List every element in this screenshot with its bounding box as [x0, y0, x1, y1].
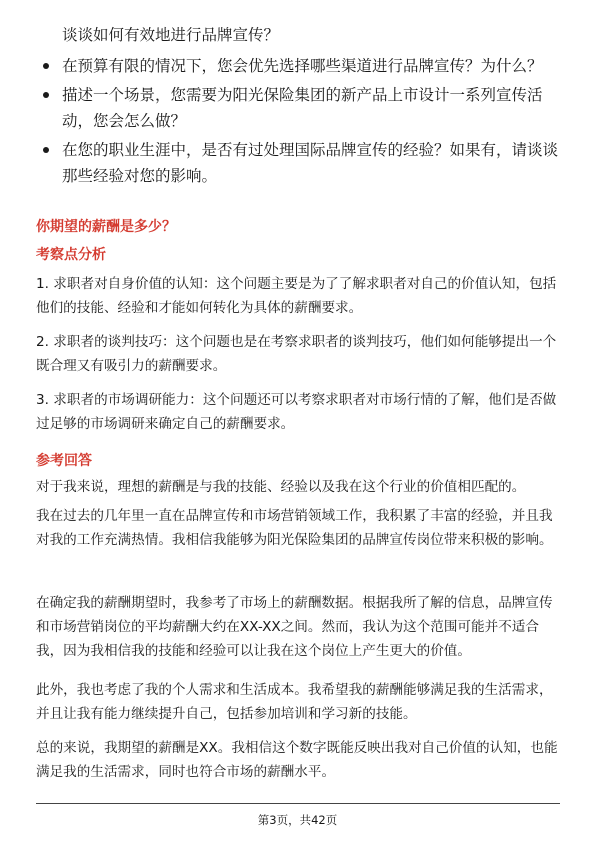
question-heading: 你期望的薪酬是多少？ — [36, 219, 176, 235]
bullet-item — [40, 82, 560, 134]
answer-paragraph: 对于我来说，理想的薪酬是与我的技能、经验以及我在这个行业的价值相匹配的。 — [36, 479, 526, 495]
question-bullet-list — [40, 53, 560, 192]
analysis-heading: 考察点分析 — [36, 247, 106, 263]
page-number: 第3页，共42页 — [257, 813, 338, 827]
bullet-dot-icon — [43, 63, 49, 69]
bullet-text: 在预算有限的情况下，您会优先选择哪些渠道进行品牌宣传？为什么？ — [62, 57, 543, 75]
footer-divider — [36, 803, 560, 804]
answer-paragraph: 总的来说，我期望的薪酬是XX。我相信这个数字既能反映出我对自己价值的认知，也能满足我的生活需求，同时也符合市场的薪酬水平。 — [36, 740, 558, 780]
answer-heading: 参考回答 — [36, 453, 92, 469]
answer-paragraph: 此外，我也考虑了我的个人需求和生活成本。我希望我的薪酬能够满足我的生活需求，并且让我有能力继续提升自己，包括参加培训和学习新的技能。 — [36, 682, 553, 722]
bullet-item — [40, 53, 560, 79]
answer-paragraph: 我在过去的几年里一直在品牌宣传和市场营销领域工作，我积累了丰富的经验，并且我对我的工作充满热情。我相信我能够为阳光保险集团的品牌宣传岗位带来积极的影响。 — [36, 508, 553, 548]
bullet-dot-icon — [43, 147, 49, 153]
answer-paragraph: 在确定我的薪酬期望时，我参考了市场上的薪酬数据。根据我所了解的信息，品牌宣传和市场营销岗位的平均薪酬大约在XX-XX之间。然而，我认为这个范围可能并不适合我，因为我相信我的技能和经验可以让我在这个岗位上产生更大的价值。 — [36, 595, 553, 659]
continued-question-text: 谈谈如何有效地进行品牌宣传？ — [62, 26, 280, 44]
analysis-item: 2. 求职者的谈判技巧：这个问题也是在考察求职者的谈判技巧，他们如何能够提出一个既合理又有吸引力的薪酬要求。 — [36, 334, 557, 374]
bullet-text: 在您的职业生涯中，是否有过处理国际品牌宣传的经验？如果有，请谈谈那些经验对您的影响。 — [62, 141, 559, 185]
bullet-text: 描述一个场景，您需要为阳光保险集团的新产品上市设计一系列宣传活动，您会怎么做？ — [62, 86, 543, 130]
bullet-item — [40, 137, 560, 189]
analysis-item: 1. 求职者对自身价值的认知：这个问题主要是为了了解求职者对自己的价值认知，包括他们的技能、经验和才能如何转化为具体的薪酬要求。 — [36, 276, 557, 316]
bullet-dot-icon — [43, 92, 49, 98]
analysis-item: 3. 求职者的市场调研能力：这个问题还可以考察求职者对市场行情的了解，他们是否做过足够的市场调研来确定自己的薪酬要求。 — [36, 392, 557, 432]
